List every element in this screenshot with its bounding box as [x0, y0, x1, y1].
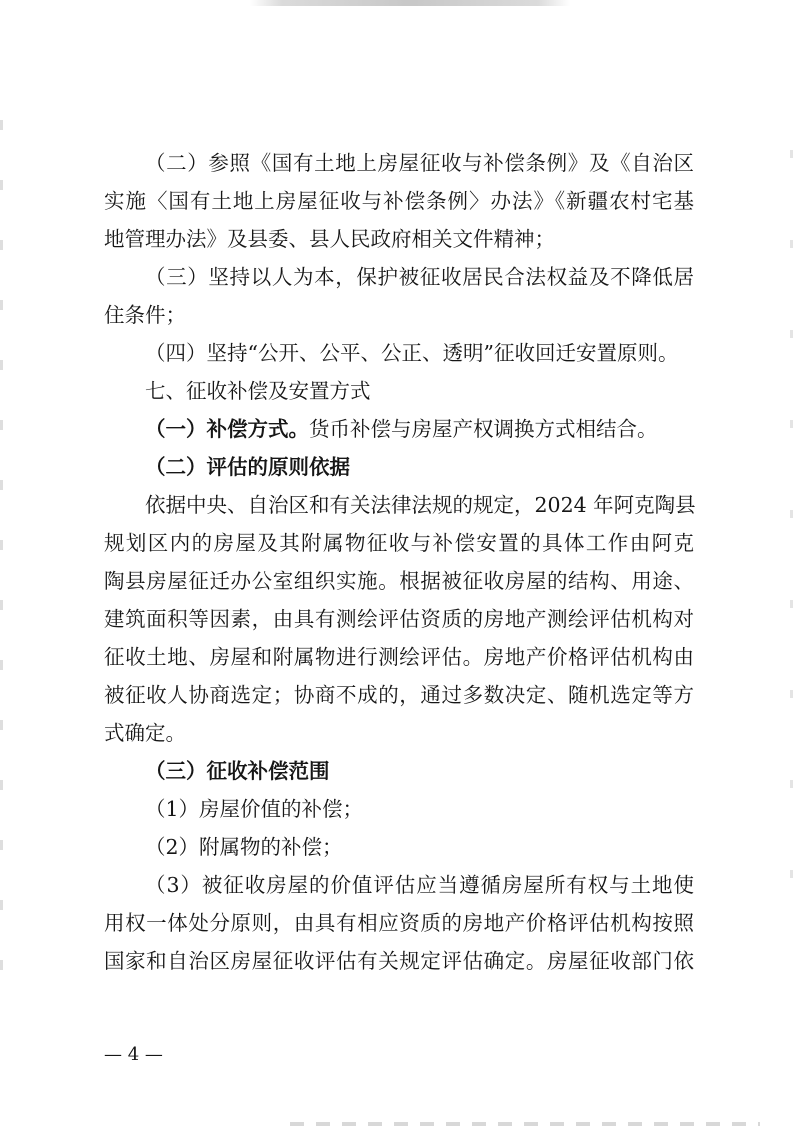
- section-heading: 七、征收补偿及安置方式: [145, 379, 371, 403]
- item-2-line-4: 建筑面积等因素，由具有测绘评估资质的房地产测绘评估机构对: [104, 607, 694, 631]
- item-1-text: 货币补偿与房屋产权调换方式相结合。: [309, 417, 658, 441]
- item-3-sub-1: （1）房屋价值的补偿；: [145, 797, 364, 821]
- paragraph-2-line-1: （二）参照《国有土地上房屋征收与补偿条例》及《自治区: [145, 151, 694, 175]
- item-3-sub-3-line-3: 国家和自治区房屋征收评估有关规定评估确定。房屋征收部门依: [104, 949, 694, 973]
- scan-artifact-right: [790, 150, 793, 950]
- scan-artifact-top: [250, 0, 570, 6]
- item-2-line-7: 式确定。: [104, 721, 186, 745]
- item-3-sub-3-line-2: 用权一体处分原则，由具有相应资质的房地产价格评估机构按照: [104, 911, 694, 935]
- item-2-line-3: 陶县房屋征迁办公室组织实施。根据被征收房屋的结构、用途、: [104, 569, 694, 593]
- item-3-sub-3-line-1: （3）被征收房屋的价值评估应当遵循房屋所有权与土地使: [145, 873, 694, 897]
- item-1-heading: （一）补偿方式。: [145, 417, 309, 441]
- item-2-heading: （二）评估的原则依据: [145, 455, 350, 479]
- item-1: [104, 410, 694, 448]
- paragraph-3-line-1: （三）坚持以人为本，保护被征收居民合法权益及不降低居: [145, 265, 694, 289]
- paragraph-2-line-3: 地管理办法》及县委、县人民政府相关文件精神；: [104, 227, 555, 251]
- paragraph-2-line-2: 实施〈国有土地上房屋征收与补偿条例〉办法》《新疆农村宅基: [104, 189, 694, 213]
- paragraph-4-line-1: （四）坚持“公开、公平、公正、透明”征收回迁安置原则。: [145, 341, 679, 365]
- document-body: [104, 144, 694, 980]
- item-3-heading: （三）征收补偿范围: [145, 759, 330, 783]
- scan-artifact-left: [0, 120, 3, 1000]
- item-2-line-6: 被征收人协商选定；协商不成的，通过多数决定、随机选定等方: [104, 683, 694, 707]
- scan-artifact-bottom: [290, 1122, 760, 1126]
- item-2-line-5: 征收土地、房屋和附属物进行测绘评估。房地产价格评估机构由: [104, 645, 694, 669]
- item-2-line-2: 规划区内的房屋及其附属物征收与补偿安置的具体工作由阿克: [104, 531, 694, 555]
- item-3-sub-2: （2）附属物的补偿；: [145, 835, 343, 859]
- page-number: — 4 —: [104, 1044, 163, 1065]
- paragraph-3-line-2: 住条件；: [104, 303, 186, 327]
- item-2-line-1: 依据中央、自治区和有关法律法规的规定，2024 年阿克陶县: [145, 493, 696, 517]
